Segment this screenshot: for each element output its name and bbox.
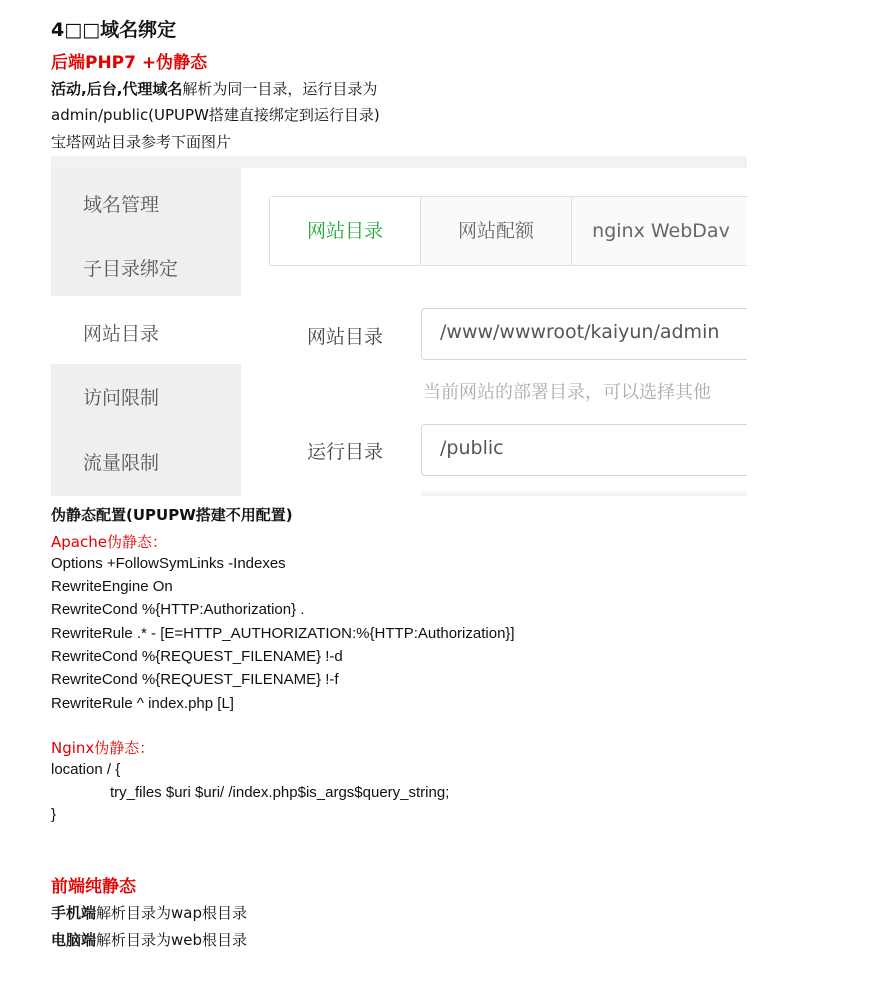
intro-line-1	[51, 78, 377, 99]
apache-line: RewriteCond %{HTTP:Authorization} .	[51, 601, 305, 618]
tab-bar	[269, 196, 747, 266]
nginx-line: }	[51, 806, 57, 823]
site-dir-value: /www/wwwroot/kaiyun/admin	[440, 321, 720, 343]
run-dir-value: /public	[440, 437, 504, 459]
tab-site-dir[interactable]: 网站目录	[270, 197, 421, 265]
sidebar-item-site-dir[interactable]: 网站目录	[83, 323, 160, 345]
intro-bold: 活动,后台,代理域名	[51, 80, 183, 98]
mobile-bold: 手机端	[51, 904, 97, 922]
intro-line-2: admin/public(UPUPW搭建直接绑定到运行目录)	[51, 106, 380, 124]
nginx-line: try_files $uri $uri/ /index.php$is_args$query_string;	[110, 784, 450, 801]
pc-rest: 解析目录为web根目录	[96, 931, 248, 949]
pc-bold: 电脑端	[51, 931, 97, 949]
sidebar-item-subdir[interactable]: 子目录绑定	[83, 258, 179, 280]
sidebar-item-traffic-limit[interactable]: 流量限制	[83, 452, 160, 474]
site-dir-input[interactable]	[421, 308, 747, 360]
rewrite-title: 伪静态配置(UPUPW搭建不用配置)	[51, 506, 293, 524]
tab-webdav[interactable]: nginx WebDav	[592, 220, 730, 242]
backend-title: 后端PHP7 +伪静态	[51, 53, 208, 73]
panel-top-strip	[51, 156, 747, 168]
site-dir-label: 网站目录	[307, 326, 384, 348]
frontend-mobile	[51, 902, 247, 923]
intro-line-3: 宝塔网站目录参考下面图片	[51, 133, 232, 151]
apache-line: RewriteRule .* - [E=HTTP_AUTHORIZATION:%{HTTP:Authorization}]	[51, 625, 515, 642]
apache-line: Options +FollowSymLinks -Indexes	[51, 555, 286, 572]
baota-settings-panel	[51, 156, 747, 496]
sidebar-item-access-limit[interactable]: 访问限制	[83, 387, 160, 409]
apache-line: RewriteCond %{REQUEST_FILENAME} !-d	[51, 648, 343, 665]
run-dir-input[interactable]	[421, 424, 747, 476]
tab-site-quota[interactable]: 网站配额	[421, 197, 572, 265]
apache-line: RewriteRule ^ index.php [L]	[51, 695, 234, 712]
frontend-pc	[51, 929, 247, 950]
intro-rest: 解析为同一目录，运行目录为	[182, 80, 378, 98]
apache-label: Apache伪静态：	[51, 533, 167, 551]
site-dir-hint: 当前网站的部署目录，可以选择其他	[423, 382, 711, 403]
frontend-title: 前端纯静态	[51, 877, 136, 897]
nginx-line: location / {	[51, 761, 121, 778]
panel-cutoff	[421, 490, 747, 496]
run-dir-label: 运行目录	[307, 441, 384, 463]
sidebar-item-domain[interactable]: 域名管理	[83, 194, 160, 216]
mobile-rest: 解析目录为wap根目录	[96, 904, 247, 922]
apache-line: RewriteCond %{REQUEST_FILENAME} !-f	[51, 671, 339, 688]
section-heading: 4□□域名绑定	[51, 19, 177, 41]
apache-line: RewriteEngine On	[51, 578, 173, 595]
nginx-label: Nginx伪静态：	[51, 739, 155, 757]
